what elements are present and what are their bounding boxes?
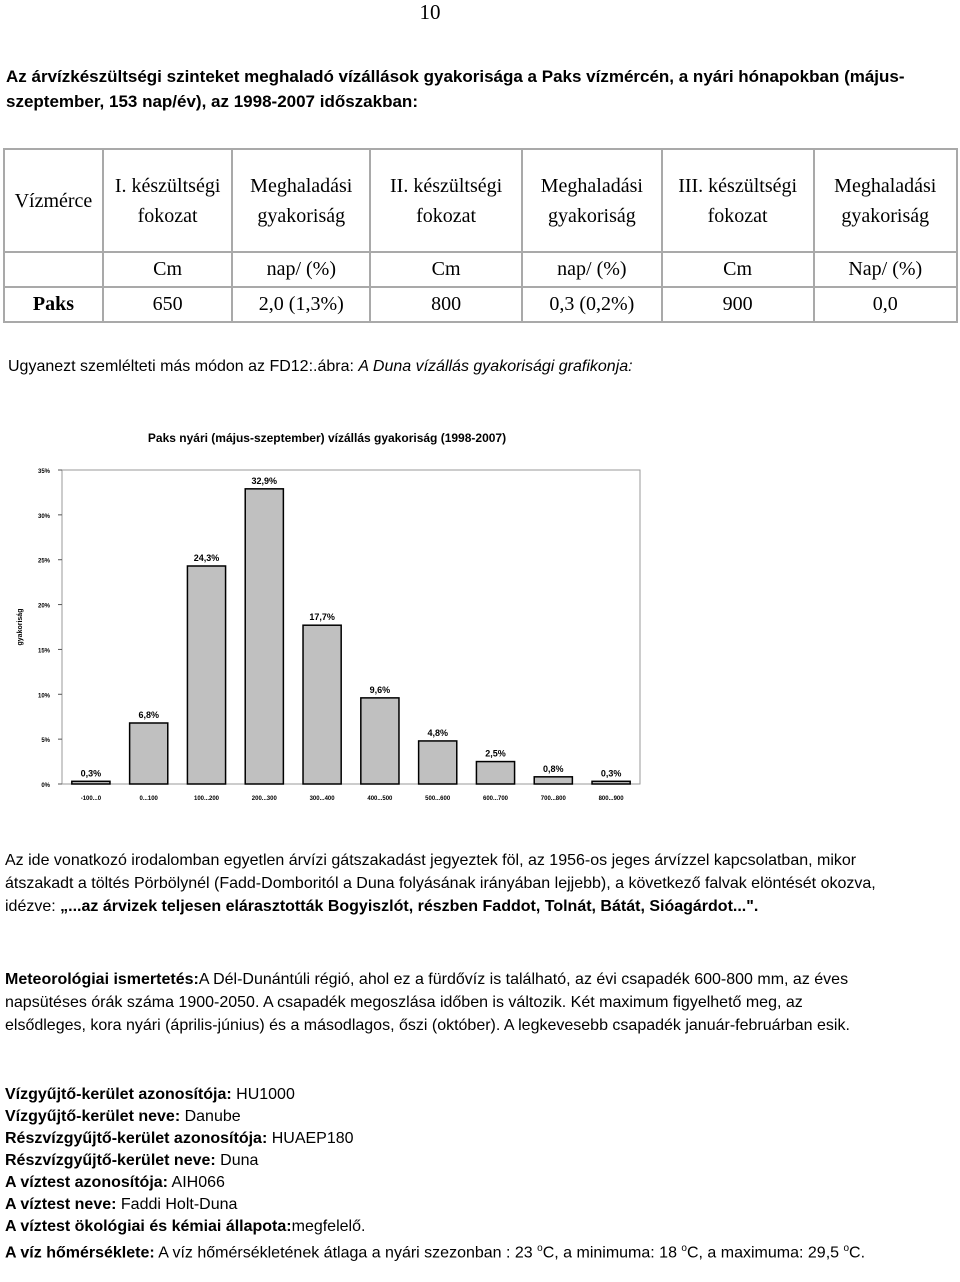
flood-level-table bbox=[3, 148, 958, 323]
table-cell: nap/ (%) bbox=[232, 252, 370, 287]
info-label: Vízgyűjtő-kerület azonosítója: bbox=[5, 1086, 232, 1103]
table-header: I. készültségi fokozat bbox=[103, 149, 232, 252]
info-line bbox=[5, 1106, 885, 1128]
bar-value-label: 24,3% bbox=[193, 552, 220, 563]
x-tick-label: -100...0 bbox=[80, 796, 102, 802]
degree-sup: o bbox=[681, 1243, 687, 1254]
x-tick-label: 200...300 bbox=[251, 796, 277, 802]
info-value: HUAEP180 bbox=[267, 1130, 354, 1147]
temperature-text: C. bbox=[849, 1244, 866, 1262]
info-line bbox=[5, 1194, 885, 1216]
flood-history-paragraph bbox=[5, 849, 885, 918]
table-cell: 800 bbox=[370, 287, 522, 322]
info-value: Duna bbox=[215, 1152, 259, 1169]
x-tick-label: 0...100 bbox=[139, 796, 158, 802]
chart-bar bbox=[534, 777, 572, 784]
x-tick-label: 800...900 bbox=[598, 796, 624, 802]
info-line bbox=[5, 1172, 885, 1194]
y-tick-label: 10% bbox=[37, 693, 50, 700]
table-cell bbox=[4, 252, 103, 287]
temperature-line bbox=[5, 1238, 885, 1264]
info-label: A víztest neve: bbox=[5, 1196, 117, 1213]
y-tick-label: 20% bbox=[37, 603, 50, 610]
x-tick-label: 600...700 bbox=[482, 796, 509, 802]
frequency-bar-chart bbox=[0, 422, 660, 814]
temperature-text: C, a maximuma: 29,5 bbox=[686, 1244, 844, 1262]
info-label: Részvízgyűjtő-kerület azonosítója: bbox=[5, 1130, 268, 1147]
table-cell: 650 bbox=[103, 287, 232, 322]
y-tick-label: 35% bbox=[37, 469, 50, 475]
table-header: II. készültségi fokozat bbox=[370, 149, 522, 252]
y-tick-label: 30% bbox=[37, 513, 50, 520]
chart-bar bbox=[72, 781, 110, 784]
chart-bar bbox=[130, 723, 168, 784]
x-tick-label: 300...400 bbox=[309, 796, 335, 802]
table-cell: 900 bbox=[662, 287, 814, 322]
table-header: III. készültségi fokozat bbox=[662, 149, 814, 252]
x-tick-label: 400...500 bbox=[367, 796, 393, 802]
bar-value-label: 2,5% bbox=[485, 748, 506, 759]
info-value: megfelelő. bbox=[291, 1218, 366, 1235]
table-header-row bbox=[4, 149, 957, 252]
info-value: Danube bbox=[180, 1108, 241, 1125]
table-cell: 0,0 bbox=[814, 287, 957, 322]
table-unit-row bbox=[4, 252, 957, 287]
chart-bar bbox=[476, 762, 514, 784]
x-tick-label: 700...800 bbox=[540, 796, 566, 802]
table-header: Meghaladási gyakoriság bbox=[522, 149, 662, 252]
table-cell: Nap/ (%) bbox=[814, 252, 957, 287]
water-body-info bbox=[5, 1084, 885, 1264]
degree-sup: o bbox=[537, 1243, 543, 1254]
bar-value-label: 0,3% bbox=[80, 768, 102, 779]
chart-bar bbox=[245, 489, 283, 784]
x-tick-label: 500...600 bbox=[425, 796, 451, 802]
bar-value-label: 32,9% bbox=[251, 475, 278, 486]
chart-bar bbox=[303, 625, 341, 784]
table-header: Meghaladási gyakoriság bbox=[232, 149, 370, 252]
chart-title: Paks nyári (május-szeptember) vízállás gyakoriság (1998-2007) bbox=[147, 431, 507, 445]
table-cell: 0,3 (0,2%) bbox=[522, 287, 662, 322]
caption-title: A Duna vízállás gyakorisági grafikonja: bbox=[358, 358, 633, 375]
caption-lead: Ugyanezt szemlélteti más módon az FD12:.ábra: bbox=[8, 358, 359, 375]
chart-bar bbox=[592, 781, 630, 784]
table-cell: 2,0 (1,3%) bbox=[232, 287, 370, 322]
meteorology-label: Meteorológiai ismertetés: bbox=[5, 971, 199, 988]
info-label: Részvízgyűjtő-kerület neve: bbox=[5, 1152, 216, 1169]
bar-value-label: 4,8% bbox=[427, 727, 448, 738]
page-number: 10 bbox=[419, 0, 441, 24]
table-cell: Cm bbox=[370, 252, 522, 287]
info-line bbox=[5, 1128, 885, 1150]
temperature-text: C, a minimuma: 18 bbox=[542, 1244, 682, 1262]
info-value: Faddi Holt-Duna bbox=[116, 1196, 238, 1213]
y-tick-label: 0% bbox=[41, 783, 50, 789]
x-tick-label: 100...200 bbox=[193, 796, 220, 802]
info-value: HU1000 bbox=[231, 1086, 295, 1103]
bar-value-label: 0,8% bbox=[543, 763, 564, 774]
y-tick-label: 5% bbox=[41, 738, 50, 745]
info-label: A víztest azonosítója: bbox=[5, 1174, 168, 1191]
temperature-label: A víz hőmérséklete: bbox=[5, 1244, 155, 1262]
chart-bar bbox=[187, 566, 225, 784]
y-tick-label: 15% bbox=[37, 648, 50, 655]
meteorology-paragraph bbox=[5, 968, 885, 1037]
info-line bbox=[5, 1084, 885, 1106]
degree-sup: o bbox=[843, 1243, 850, 1254]
info-label: A víztest ökológiai és kémiai állapota: bbox=[5, 1218, 292, 1235]
table-row-label: Paks bbox=[4, 287, 103, 322]
table-row bbox=[4, 287, 957, 322]
info-line bbox=[5, 1150, 885, 1172]
table-cell: nap/ (%) bbox=[522, 252, 662, 287]
section-heading: Az árvízkészültségi szinteket meghaladó vízállások gyakorisága a Paks vízmércén, a nyári hónapokban (május-szeptember, 153 nap/év), az 1998-2007 időszakban: bbox=[6, 67, 905, 111]
y-axis-label: gyakoriság bbox=[17, 608, 24, 646]
chart-bar bbox=[419, 741, 457, 784]
quote-text: „...az árvizek teljesen elárasztották Bogyiszlót, részben Faddot, Tolnát, Bátát, Sióagárdot...". bbox=[60, 898, 759, 915]
info-value: AIH066 bbox=[167, 1174, 225, 1191]
table-header: Meghaladási gyakoriság bbox=[814, 149, 957, 252]
temperature-text: A víz hőmérsékletének átlaga a nyári szezonban : 23 bbox=[154, 1244, 538, 1262]
table-cell: Cm bbox=[103, 252, 232, 287]
info-label: Vízgyűjtő-kerület neve: bbox=[5, 1108, 181, 1125]
y-tick-label: 25% bbox=[37, 558, 50, 565]
table-cell: Cm bbox=[662, 252, 814, 287]
bar-value-label: 0,3% bbox=[600, 768, 622, 779]
bar-value-label: 9,6% bbox=[369, 684, 391, 695]
bar-value-label: 17,7% bbox=[309, 612, 335, 623]
table-header: Vízmérce bbox=[4, 149, 103, 252]
paragraph-text: Az ide vonatkozó irodalomban egyetlen árvízi gátszakadást jegyeztek föl, az 1956-os jeges árvízzel kapcsolatban, mikor átszakadt a töltés Pörbölynél (Fadd-Domboritól a Duna folyásának irányában lejjebb), a következő falvak elöntését okozva, idézve: bbox=[5, 852, 876, 915]
chart-bar bbox=[361, 698, 399, 784]
figure-caption bbox=[8, 358, 633, 376]
info-line bbox=[5, 1216, 885, 1238]
meteorology-text: A Dél-Dunántúli régió, ahol ez a fürdővíz is található, az évi csapadék 600-800 mm, az éves napsütéses órák száma 1900-2050. A csapadék megoszlása időben is változik. Két maximum figyelhető meg, az elsődleges, kora nyári (április-június) és a másodlagos, őszi (október). A legkevesebb csapadék január-februárban esik. bbox=[5, 971, 850, 1034]
bar-value-label: 6,8% bbox=[138, 709, 159, 720]
